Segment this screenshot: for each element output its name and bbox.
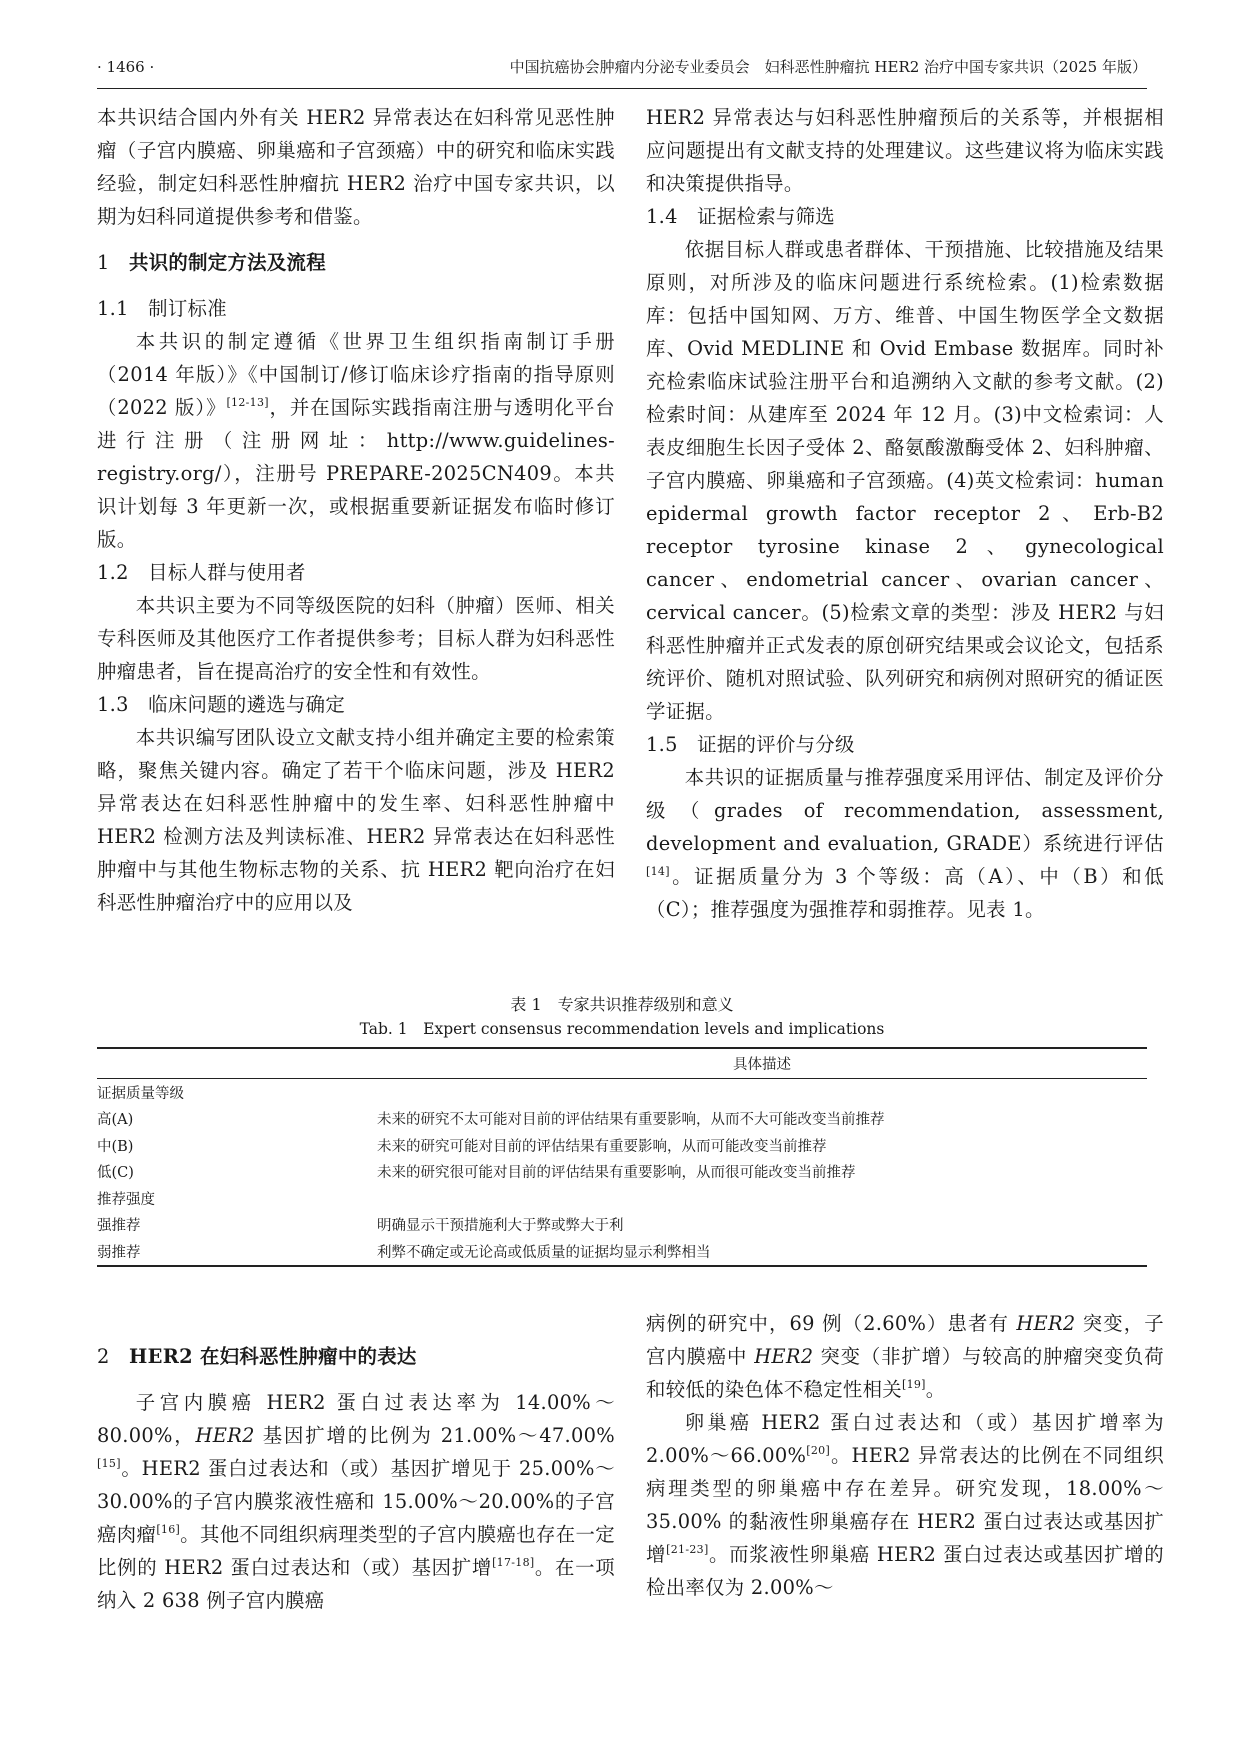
section-number: 2 (97, 1345, 110, 1368)
page-number: · 1466 · (97, 58, 155, 76)
section-2-paragraph-1-continued (646, 1307, 1164, 1406)
table-cell-level: 弱推荐 (97, 1238, 377, 1266)
table-cell-level: 推荐强度 (97, 1191, 155, 1208)
right-column-top (646, 101, 1164, 926)
table-cell-level: 高(A) (97, 1112, 134, 1129)
body-text: 。在一项纳入 2 638 例子宫内膜癌 (97, 1556, 615, 1612)
header-rule (97, 88, 1147, 89)
citation: [17-18] (492, 1556, 535, 1569)
body-text: 突变（非扩增）与较高的肿瘤突变负荷和较低的染色体不稳定性相关 (646, 1345, 1164, 1401)
body-text: 。HER2 蛋白过表达和（或）基因扩增见于 25.00%～30.00%的子宫内膜浆液性癌和 15.00%～20.00%的子宫癌肉瘤 (97, 1457, 615, 1546)
table-cell-desc: 未来的研究很可能对目前的评估结果有重要影响，从而很可能改变当前推荐 (377, 1165, 856, 1182)
section-1-5-paragraph (646, 761, 1164, 926)
table-cell-desc (377, 1079, 1147, 1106)
section-2-heading (97, 1340, 615, 1373)
section-2-paragraph-2 (646, 1406, 1164, 1604)
table-row (97, 1212, 1147, 1239)
section-title: HER2 在妇科恶性肿瘤中的表达 (129, 1345, 417, 1368)
section-number: 1 (97, 251, 110, 274)
section-1-4-paragraph: 依据目标人群或患者群体、干预措施、比较措施及结果原则，对所涉及的临床问题进行系统检索。(1)检索数据库：包括中国知网、万方、维普、中国生物医学全文数据库、Ovid MEDLINE 和 Ovid Embase 数据库。同时补充检索临床试验注册平台和追溯纳入文献的参考文献。(2)检索时间：从建库至 2024 年 12 月。(3)中文检索词：人表皮细胞生长因子受体 2、酪氨酸激酶受体 2、妇科肿瘤、子宫内膜癌、卵巢癌和子宫颈癌。(4)英文检索词：human epidermal growth factor receptor 2、Erb-B2 receptor tyrosine kinase 2、gynecological cancer、endometrial cancer、ovarian cancer、cervical cancer。(5)检索文章的类型：涉及 HER2 与妇科恶性肿瘤并正式发表的原创研究结果或会议论文，包括系统评价、随机对照试验、队列研究和病例对照研究的循证医学证据。 (646, 238, 1164, 723)
section-title: 制订标准 (148, 297, 227, 320)
body-text: 子宫内膜癌 HER2 蛋白过表达率为 14.00%～80.00%， (97, 1391, 615, 1447)
section-2-paragraph-1 (97, 1386, 615, 1617)
section-1-5-heading (646, 728, 1164, 761)
table-cell-level: 低(C) (97, 1165, 134, 1182)
section-number: 1.3 (97, 693, 129, 716)
citation: [19] (901, 1378, 926, 1391)
section-number: 1.4 (646, 205, 678, 228)
running-title: 中国抗癌协会肿瘤内分泌专业委员会 妇科恶性肿瘤抗 HER2 治疗中国专家共识（2025 年版） (509, 58, 1147, 76)
body-text: 突变，子宫内膜癌中 (646, 1312, 1164, 1368)
section-1-3-continued: HER2 异常表达与妇科恶性肿瘤预后的关系等，并根据相应问题提出有文献支持的处理建议。这些建议将为临床实践和决策提供指导。 (646, 106, 1164, 195)
citation: [16] (156, 1523, 181, 1536)
section-1-2-heading (97, 556, 615, 589)
left-column-bottom (97, 1340, 615, 1617)
citation: [15] (97, 1457, 121, 1470)
body-text: 卵巢癌 HER2 蛋白过表达和（或）基因扩增率为 2.00%～66.00% (646, 1411, 1164, 1467)
body-text: 。其他不同组织病理类型的子宫内膜癌也存在一定比例的 HER2 蛋白过表达和（或）基因扩增 (97, 1523, 615, 1579)
table-header-empty (97, 1048, 377, 1079)
citation: [12-13] (226, 396, 269, 409)
gene-name: HER2 (1016, 1312, 1076, 1335)
body-text: 病例的研究中，69 例（2.60%）患者有 (646, 1312, 1017, 1335)
section-title: 目标人群与使用者 (148, 561, 306, 584)
table-caption-zh: 表 1 专家共识推荐级别和意义 (510, 995, 734, 1014)
table-header-desc: 具体描述 (377, 1048, 1147, 1079)
body-text: 本共识的证据质量与推荐强度采用评估、制定及评价分级（grades of recommendation, assessment, development and evaluation, GRADE）系统进行评估 (646, 766, 1164, 855)
table-cell-level: 中(B) (97, 1138, 134, 1155)
section-1-heading (97, 246, 615, 279)
table-row (97, 1159, 1147, 1186)
table-cell-desc (377, 1185, 1147, 1212)
gene-name: HER2 (195, 1424, 255, 1447)
page-header (97, 55, 1147, 85)
table-cell-desc: 明确显示干预措施利大于弊或弊大于利 (377, 1218, 624, 1235)
body-text: ，并在国际实践指南注册与透明化平台进行注册（注册网址：http://www.guidelines-registry.org/），注册号 PREPARE-2025CN409。本共识计划每 3 年更新一次，或根据重要新证据发布临时修订版。 (97, 396, 615, 551)
citation: [21-23] (666, 1543, 709, 1556)
intro-paragraph: 本共识结合国内外有关 HER2 异常表达在妇科常见恶性肿瘤（子宫内膜癌、卵巢癌和子宫颈癌）中的研究和临床实践经验，制定妇科恶性肿瘤抗 HER2 治疗中国专家共识，以期为妇科同道提供参考和借鉴。 (97, 106, 615, 228)
table-row (97, 1132, 1147, 1159)
section-number: 1.1 (97, 297, 129, 320)
section-1-1-heading (97, 292, 615, 325)
right-column-bottom (646, 1307, 1164, 1604)
citation: [14] (646, 865, 670, 878)
table-row (97, 1238, 1147, 1266)
left-column-top (97, 101, 615, 919)
section-number: 1.2 (97, 561, 129, 584)
body-text: 基因扩增的比例为 21.00%～47.00% (254, 1424, 615, 1447)
table-cell-level: 强推荐 (97, 1218, 141, 1235)
table-row (97, 1079, 1147, 1106)
table-row (97, 1185, 1147, 1212)
section-title: 共识的制定方法及流程 (129, 251, 326, 274)
table-cell-desc: 利弊不确定或无论高或低质量的证据均显示利弊相当 (377, 1238, 1147, 1266)
section-1-3-heading (97, 688, 615, 721)
body-text: 。而浆液性卵巢癌 HER2 蛋白过表达或基因扩增的检出率仅为 2.00%～ (646, 1543, 1164, 1599)
table-cell-level: 证据质量等级 (97, 1085, 184, 1102)
body-text: 。HER2 异常表达的比例在不同组织病理类型的卵巢癌中存在差异。研究发现，18.00%～35.00% 的黏液性卵巢癌存在 HER2 蛋白过表达或基因扩增 (646, 1444, 1164, 1566)
section-number: 1.5 (646, 733, 678, 756)
section-title: 证据的评价与分级 (697, 733, 855, 756)
body-text: 。 (925, 1378, 946, 1401)
gene-name: HER2 (754, 1345, 814, 1368)
table-caption-en: Tab. 1 Expert consensus recommendation levels and implications (359, 1020, 885, 1038)
section-title: 临床问题的遴选与确定 (148, 693, 346, 716)
body-text: 本共识的制定遵循《世界卫生组织指南制订手册（2014 年版）》《中国制订/修订临床诊疗指南的指导原则（2022 版）》 (97, 330, 615, 419)
table-cell-desc: 未来的研究可能对目前的评估结果有重要影响，从而可能改变当前推荐 (377, 1138, 827, 1155)
table-header-row (97, 1048, 1147, 1079)
table-row (97, 1106, 1147, 1133)
table-body (97, 1079, 1147, 1266)
table-cell-desc: 未来的研究不太可能对目前的评估结果有重要影响，从而不大可能改变当前推荐 (377, 1112, 885, 1129)
section-title: 证据检索与筛选 (697, 205, 835, 228)
section-1-1-paragraph (97, 325, 615, 556)
table-1 (97, 993, 1147, 1267)
recommendation-table (97, 1047, 1147, 1267)
citation: [20] (806, 1444, 831, 1457)
section-1-3-paragraph: 本共识编写团队设立文献支持小组并确定主要的检索策略，聚焦关键内容。确定了若干个临床问题，涉及 HER2 异常表达在妇科恶性肿瘤中的发生率、妇科恶性肿瘤中 HER2 检测方法及判读标准、HER2 异常表达在妇科恶性肿瘤中与其他生物标志物的关系、抗 HER2 靶向治疗在妇科恶性肿瘤治疗中的应用以及 (97, 726, 615, 914)
section-1-2-paragraph: 本共识主要为不同等级医院的妇科（肿瘤）医师、相关专科医师及其他医疗工作者提供参考；目标人群为妇科恶性肿瘤患者，旨在提高治疗的安全性和有效性。 (97, 594, 615, 683)
body-text: 。证据质量分为 3 个等级：高（A）、中（B）和低（C）；推荐强度为强推荐和弱推荐。见表 1。 (646, 865, 1164, 921)
section-1-4-heading (646, 200, 1164, 233)
